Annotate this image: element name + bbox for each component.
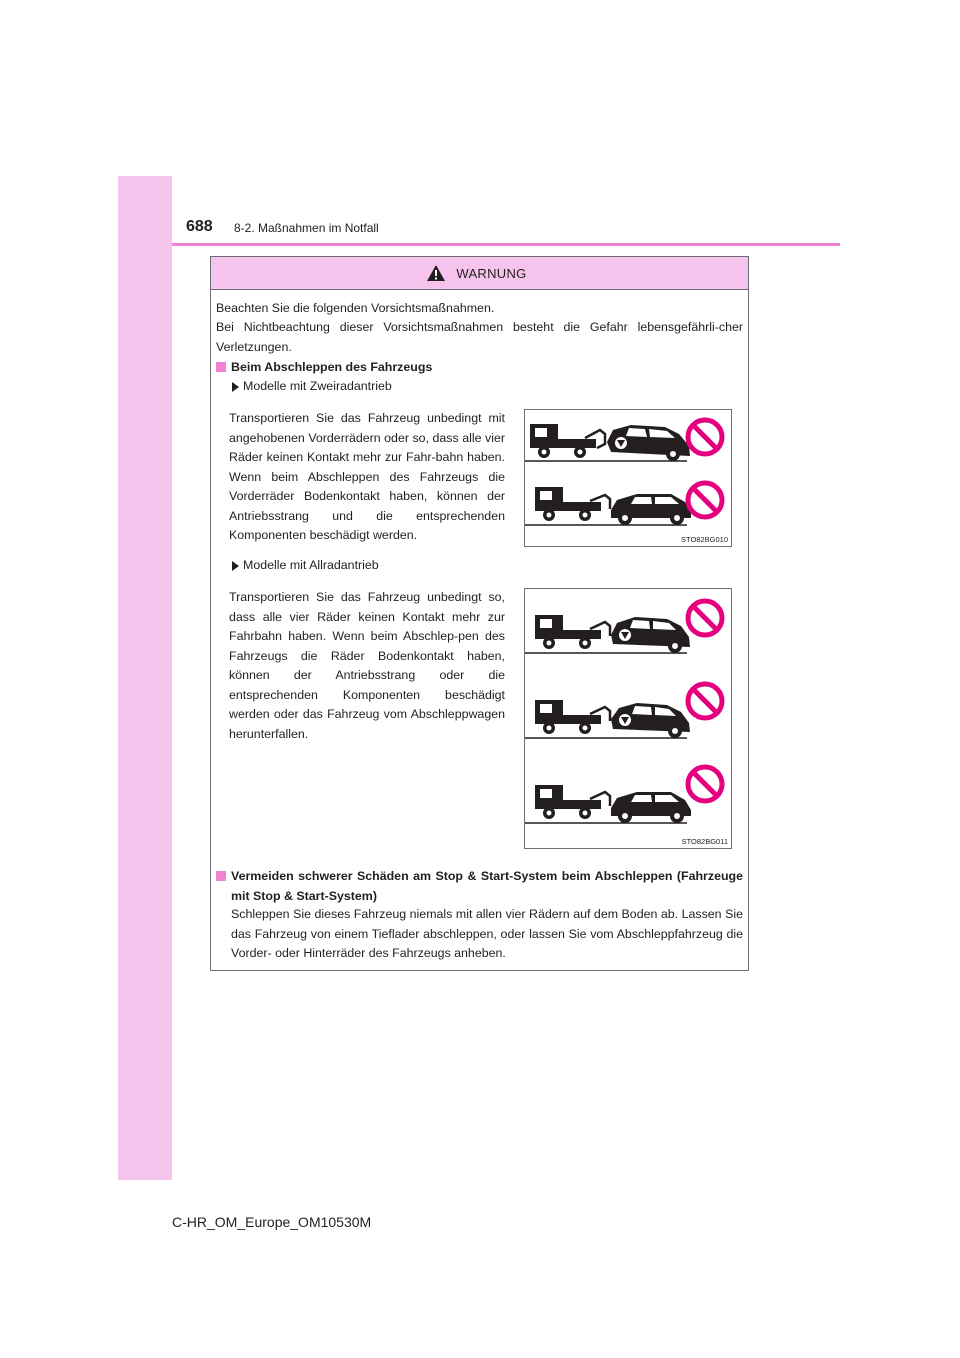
tow-truck-lifted-front bbox=[525, 615, 690, 653]
side-strip bbox=[118, 176, 172, 1180]
awd-illustration bbox=[525, 589, 731, 848]
prohibition-icon bbox=[688, 420, 722, 454]
prohibition-icon bbox=[688, 684, 722, 718]
section2-text: Schleppen Sie dieses Fahrzeug niemals mit allen vier Rädern auf dem Boden ab. Lassen Sie das Fahrzeug von einem Tieflader abschleppen, oder lassen Sie vom Abschleppfahrzeug die Vorder- oder Hinterräder des Fahrzeugs anheben. bbox=[231, 907, 743, 960]
two-wd-illustration bbox=[525, 410, 731, 546]
two-wd-label: Modelle mit Zweiradantrieb bbox=[243, 379, 392, 393]
awd-figure bbox=[524, 588, 732, 849]
section2-heading: Vermeiden schwerer Schäden am Stop & Start-System beim Abschleppen (Fahrzeuge mit Stop & Start-System) bbox=[231, 869, 743, 903]
arrow-right-icon bbox=[232, 561, 239, 571]
footer-doc-code: C-HR_OM_Europe_OM10530M bbox=[172, 1214, 372, 1230]
prohibition-icon bbox=[688, 767, 722, 801]
section-bullet-icon bbox=[216, 362, 226, 372]
figure-code: STO82BG011 bbox=[681, 837, 728, 846]
warning-triangle-icon bbox=[426, 264, 446, 282]
two-wd-text: Transportieren Sie das Fahrzeug unbedingt mit angehobenen Vorderrädern oder so, dass alle vier Räder keinen Kontakt mehr zur Fahr-bahn haben. Wenn beim Abschleppen des Fahrzeugs die Vorderräder Bodenkontakt haben, können der Antriebsstrang und die entsprechenden Komponenten beschädigt werden. bbox=[229, 411, 505, 542]
awd-label: Modelle mit Allradantrieb bbox=[243, 558, 379, 572]
prohibition-icon bbox=[688, 483, 722, 517]
section-bullet-icon bbox=[216, 871, 226, 881]
awd-text: Transportieren Sie das Fahrzeug unbedingt so, dass alle vier Räder keinen Kontakt mehr zur Fahrbahn haben. Wenn beim Abschlep-pen des Fahrzeugs die Räder Bodenkontakt haben, können der Antriebsstrang oder die entsprechenden Komponenten beschädigt werden oder das Fahrzeug vom Abschleppwagen herunterfallen. bbox=[229, 590, 505, 741]
tow-truck-wheels-on-ground bbox=[525, 785, 691, 823]
two-wd-figure bbox=[524, 409, 732, 547]
prohibition-icon bbox=[688, 601, 722, 635]
warning-intro-line2: Bei Nichtbeachtung dieser Vorsichtsmaßnahmen besteht die Gefahr lebensgefährli-cher Verletzungen. bbox=[216, 320, 743, 354]
tow-truck-lifted-front bbox=[525, 424, 690, 461]
page-number: 688 bbox=[186, 218, 213, 235]
arrow-right-icon bbox=[232, 382, 239, 392]
section1-heading: Beim Abschleppen des Fahrzeugs bbox=[231, 360, 433, 374]
tow-truck-lifted-rear bbox=[525, 700, 690, 738]
figure-code: STO82BG010 bbox=[681, 535, 728, 544]
warning-intro-line1: Beachten Sie die folgenden Vorsichtsmaßnahmen. bbox=[216, 301, 495, 315]
warning-title: WARNUNG bbox=[456, 265, 527, 281]
section-title: 8-2. Maßnahmen im Notfall bbox=[234, 221, 379, 235]
tow-truck-wheels-on-ground bbox=[525, 487, 691, 525]
warning-header bbox=[211, 257, 748, 290]
header-rule bbox=[172, 243, 840, 246]
